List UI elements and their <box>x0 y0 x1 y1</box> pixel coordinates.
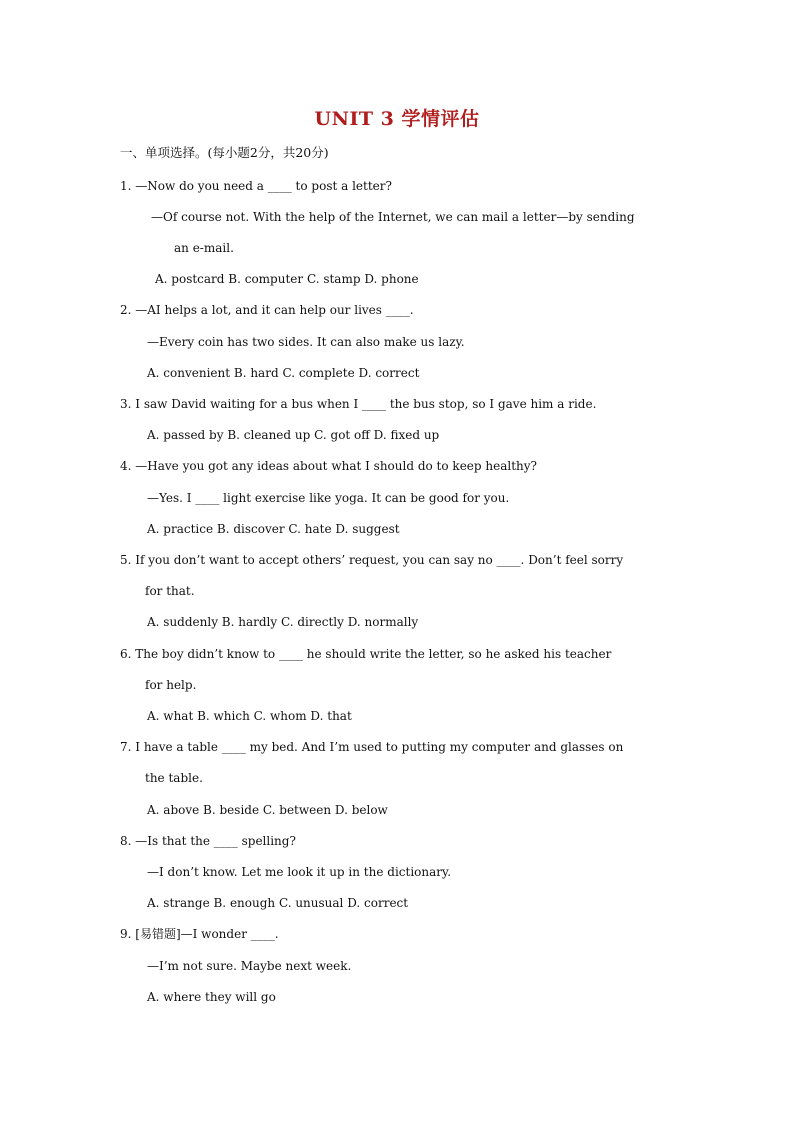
question-1-answer-line-2: an e-mail. <box>174 241 234 255</box>
question-9-options: A. where they will go <box>147 990 276 1004</box>
question-7-text-cont: the table. <box>145 771 203 785</box>
question-3-text: 3. I saw David waiting for a bus when I ____ the bus stop, so I gave him a ride. <box>120 397 597 411</box>
question-4-options: A. practice B. discover C. hate D. suggest <box>147 522 400 536</box>
question-5-text-cont: for that. <box>145 584 195 598</box>
question-6-options: A. what B. which C. whom D. that <box>147 709 352 723</box>
question-7-text: 7. I have a table ____ my bed. And I’m used to putting my computer and glasses on <box>120 740 624 754</box>
question-2-text: 2. —AI helps a lot, and it can help our lives ____. <box>120 303 414 317</box>
page-title: UNIT 3 学情评估 <box>314 108 480 130</box>
question-2-options: A. convenient B. hard C. complete D. correct <box>147 366 420 380</box>
question-1-options: A. postcard B. computer C. stamp D. phone <box>155 272 419 286</box>
question-8-text: 8. —Is that the ____ spelling? <box>120 834 296 848</box>
question-5-options: A. suddenly B. hardly C. directly D. normally <box>147 615 419 629</box>
question-9-text: 9. [易错题]—I wonder ____. <box>120 927 279 941</box>
section-heading: 一、单项选择。(每小题2分，共20分) <box>120 145 329 160</box>
question-2-answer: —Every coin has two sides. It can also make us lazy. <box>147 335 465 349</box>
question-6-text: 6. The boy didn’t know to ____ he should write the letter, so he asked his teacher <box>120 647 612 661</box>
question-4-text: 4. —Have you got any ideas about what I should do to keep healthy? <box>120 459 537 473</box>
question-1-answer-line-1: —Of course not. With the help of the Internet, we can mail a letter—by sending <box>151 210 635 224</box>
question-8-answer: —I don’t know. Let me look it up in the dictionary. <box>147 865 452 879</box>
question-6-text-cont: for help. <box>145 678 197 692</box>
question-4-answer: —Yes. I ____ light exercise like yoga. It can be good for you. <box>147 491 510 505</box>
question-5-text: 5. If you don’t want to accept others’ request, you can say no ____. Don’t feel sorry <box>120 553 624 567</box>
question-3-options: A. passed by B. cleaned up C. got off D. fixed up <box>147 428 440 442</box>
question-9-answer: —I’m not sure. Maybe next week. <box>147 959 352 973</box>
question-1-text: 1. —Now do you need a ____ to post a letter? <box>120 179 392 193</box>
question-7-options: A. above B. beside C. between D. below <box>147 803 388 817</box>
question-8-options: A. strange B. enough C. unusual D. correct <box>147 896 409 910</box>
